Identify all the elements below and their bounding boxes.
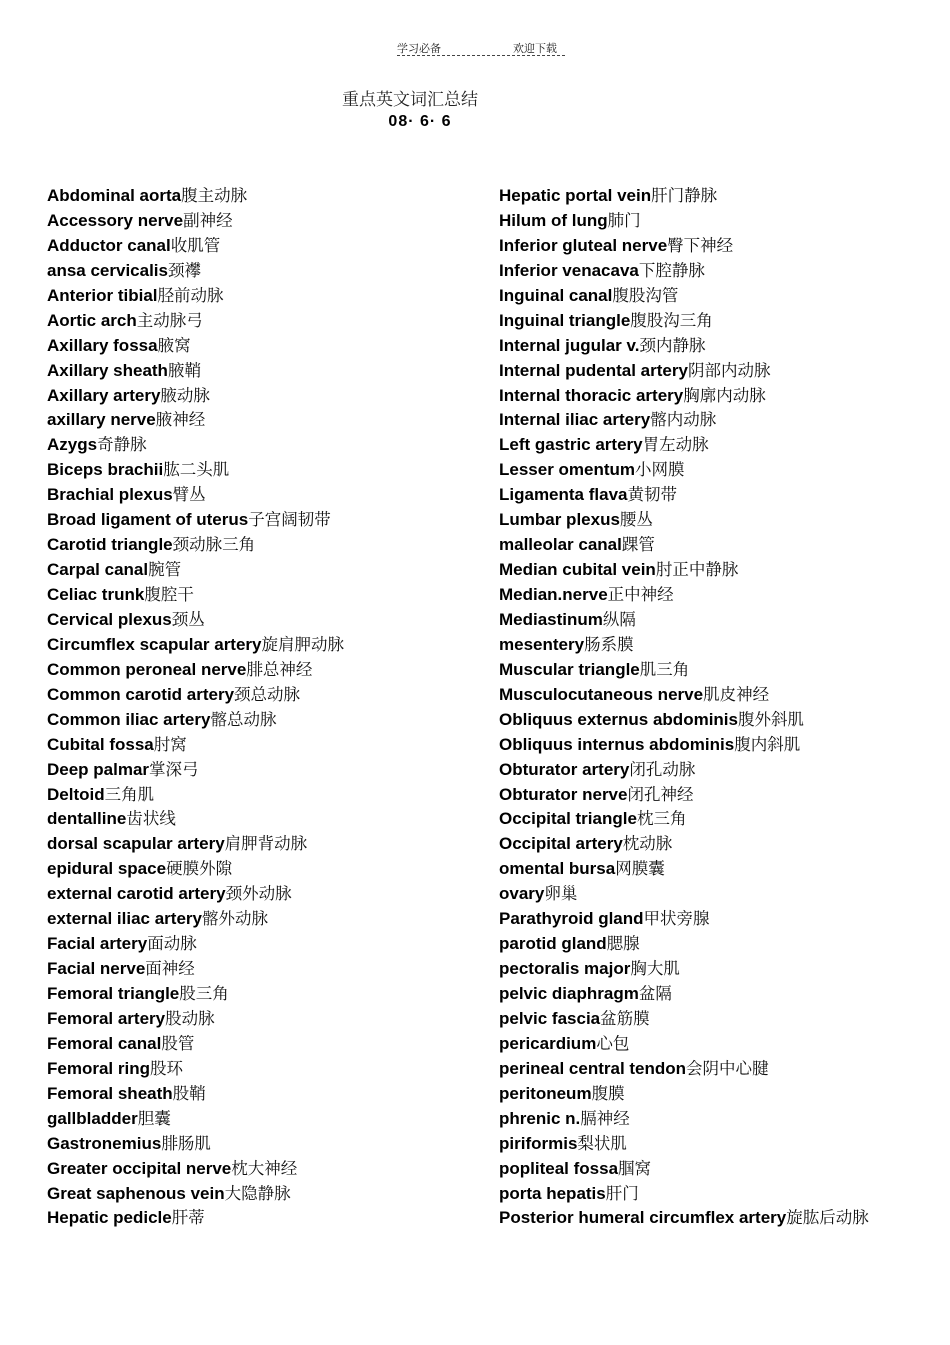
vocab-entry	[499, 1032, 949, 1057]
vocab-entry	[499, 1206, 949, 1231]
vocab-entry	[47, 807, 487, 832]
vocab-entry	[47, 957, 487, 982]
chinese-term: 颈丛	[171, 609, 205, 629]
vocab-entry	[499, 633, 949, 658]
vocab-entry	[499, 583, 949, 608]
vocab-entry	[47, 483, 487, 508]
chinese-term: 颈襻	[167, 260, 201, 280]
chinese-term: 奇静脉	[97, 435, 147, 455]
chinese-term: 肝门	[605, 1183, 639, 1203]
chinese-term: 肠系膜	[584, 634, 634, 654]
english-term: dentalline	[47, 809, 127, 829]
chinese-term: 腋动脉	[160, 385, 210, 405]
vocab-entry	[499, 1007, 949, 1032]
chinese-term: 臀下神经	[667, 235, 734, 255]
chinese-term: 腋鞘	[167, 360, 201, 380]
chinese-term: 盆筋膜	[600, 1008, 650, 1028]
vocab-entry	[47, 1206, 487, 1231]
vocab-entry	[499, 1157, 949, 1182]
vocab-entry	[47, 857, 487, 882]
english-term: Left gastric artery	[499, 435, 643, 455]
vocab-entry	[499, 882, 949, 907]
vocab-entry	[47, 309, 487, 334]
vocab-entry	[47, 558, 487, 583]
vocab-entry	[499, 733, 949, 758]
chinese-term: 股管	[161, 1033, 195, 1053]
chinese-term: 腹外斜肌	[737, 709, 804, 729]
vocab-entry	[47, 1057, 487, 1082]
vocab-entry	[499, 832, 949, 857]
english-term: Adductor canal	[47, 235, 171, 255]
vocab-entry	[499, 259, 949, 284]
english-term: Greater occipital nerve	[47, 1158, 232, 1178]
english-term: Ligamenta flava	[499, 485, 628, 505]
chinese-term: 股动脉	[165, 1008, 215, 1028]
vocab-entry	[47, 583, 487, 608]
english-term: Median.nerve	[499, 585, 608, 604]
english-term: Facial nerve	[47, 959, 146, 979]
chinese-term: 收肌管	[170, 235, 221, 255]
english-term: Muscular triangle	[499, 659, 640, 679]
english-term: Deep palmar	[47, 759, 150, 779]
english-term: Brachial plexus	[47, 485, 173, 505]
page-header	[397, 40, 567, 58]
english-term: Obliquus internus abdominis	[499, 734, 735, 754]
chinese-term: 臂丛	[172, 485, 206, 505]
english-term: Broad ligament of uterus	[47, 510, 249, 530]
chinese-term: 膈神经	[580, 1108, 630, 1128]
header-left-text: 学习必备	[397, 42, 441, 55]
header-divider	[397, 55, 565, 56]
chinese-term: 枕大神经	[231, 1158, 298, 1178]
vocab-entry	[499, 907, 949, 932]
chinese-term: 网膜囊	[615, 859, 665, 879]
english-term: Axillary artery	[47, 385, 161, 405]
vocab-entry	[47, 708, 487, 733]
vocab-entry	[47, 1007, 487, 1032]
english-term: Musculocutaneous nerve	[499, 684, 704, 704]
english-term: Common iliac artery	[47, 709, 211, 729]
chinese-term: 闭孔动脉	[629, 759, 696, 779]
chinese-term: 纵隔	[602, 609, 636, 629]
vocab-entry	[47, 508, 487, 533]
english-term: ovary	[499, 884, 545, 904]
english-term: gallbladder	[47, 1108, 138, 1128]
english-term: Internal thoracic artery	[499, 385, 684, 405]
english-term: Lesser omentum	[499, 460, 636, 480]
vocab-entry	[47, 234, 487, 259]
english-term: peritoneum	[499, 1083, 592, 1103]
english-term: Mediastinum	[499, 609, 603, 629]
vocab-entry	[499, 683, 949, 708]
vocab-entry	[47, 284, 487, 309]
chinese-term: 副神经	[183, 210, 233, 230]
vocab-entry	[47, 334, 487, 359]
chinese-term: 小网膜	[635, 460, 685, 480]
english-term: Cubital fossa	[47, 734, 154, 754]
vocab-entry	[47, 1032, 487, 1057]
chinese-term: 胸廓内动脉	[683, 385, 766, 405]
english-term: Facial artery	[47, 934, 148, 954]
chinese-term: 梨状肌	[577, 1133, 627, 1153]
vocab-entry	[499, 334, 949, 359]
english-term: dorsal scapular artery	[47, 834, 225, 854]
chinese-term: 肺门	[607, 210, 641, 230]
vocab-entry	[499, 309, 949, 334]
vocab-entry	[47, 783, 487, 808]
chinese-term: 旋肱后动脉	[786, 1208, 869, 1228]
english-term: Internal jugular v.	[499, 335, 640, 355]
vocab-entry	[499, 433, 949, 458]
english-term: Femoral ring	[47, 1058, 150, 1078]
vocab-entry	[47, 1182, 487, 1207]
chinese-term: 子宫阔韧带	[248, 510, 331, 530]
vocab-entry	[499, 508, 949, 533]
english-term: Deltoid	[47, 784, 105, 804]
chinese-term: 面动脉	[147, 934, 197, 954]
vocab-entry	[499, 408, 949, 433]
vocab-entry	[499, 708, 949, 733]
chinese-term: 颈动脉三角	[172, 535, 256, 555]
english-term: malleolar canal	[499, 535, 622, 555]
vocab-entry	[499, 608, 949, 633]
english-term: Celiac trunk	[47, 585, 145, 604]
chinese-term: 腹腔干	[144, 585, 194, 604]
vocab-entry	[47, 608, 487, 633]
chinese-term: 胸大肌	[630, 959, 680, 979]
vocab-entry	[47, 1157, 487, 1182]
vocab-entry	[499, 982, 949, 1007]
vocab-entry	[499, 1082, 949, 1107]
english-term: Femoral canal	[47, 1033, 162, 1053]
vocab-entry	[47, 458, 487, 483]
english-term: parotid gland	[499, 934, 607, 954]
english-term: Common carotid artery	[47, 684, 235, 704]
english-term: Posterior humeral circumflex artery	[499, 1208, 787, 1228]
chinese-term: 肌三角	[639, 659, 690, 679]
vocab-entry	[499, 1107, 949, 1132]
vocab-entry	[47, 433, 487, 458]
english-term: Lumbar plexus	[499, 510, 620, 530]
vocab-column-right	[499, 184, 949, 1231]
chinese-term: 踝管	[621, 535, 655, 555]
vocab-entry	[499, 932, 949, 957]
chinese-term: 颈总动脉	[234, 684, 301, 704]
english-term: Abdominal aorta	[47, 186, 182, 205]
vocab-entry	[47, 408, 487, 433]
chinese-term: 髂总动脉	[210, 709, 277, 729]
english-term: Obturator nerve	[499, 784, 628, 804]
vocab-entry	[499, 234, 949, 259]
chinese-term: 掌深弓	[149, 759, 199, 779]
english-term: Femoral artery	[47, 1008, 166, 1028]
chinese-term: 旋肩胛动脉	[261, 634, 344, 654]
english-term: pelvic diaphragm	[499, 984, 639, 1003]
english-term: Internal iliac artery	[499, 410, 651, 430]
vocab-entry	[47, 882, 487, 907]
chinese-term: 面神经	[145, 959, 195, 979]
chinese-term: 肱二头肌	[163, 460, 230, 480]
english-term: omental bursa	[499, 859, 616, 879]
vocab-entry	[499, 1132, 949, 1157]
chinese-term: 肌皮神经	[703, 684, 770, 704]
chinese-term: 腘窝	[618, 1158, 652, 1178]
chinese-term: 胆囊	[137, 1108, 171, 1128]
english-term: Parathyroid gland	[499, 909, 644, 929]
chinese-term: 主动脉弓	[136, 310, 203, 330]
chinese-term: 闭孔神经	[627, 784, 694, 804]
chinese-term: 正中神经	[607, 585, 674, 604]
chinese-term: 大隐静脉	[224, 1183, 291, 1203]
chinese-term: 腹股沟管	[612, 285, 679, 305]
english-term: pelvic fascia	[499, 1008, 601, 1028]
vocab-entry	[47, 683, 487, 708]
english-term: pericardium	[499, 1033, 597, 1053]
english-term: Circumflex scapular artery	[47, 634, 262, 654]
english-term: Obliquus externus abdominis	[499, 709, 738, 729]
vocab-entry	[499, 533, 949, 558]
english-term: Median cubital vein	[499, 560, 656, 580]
chinese-term: 腓肠肌	[161, 1133, 211, 1153]
vocab-entry	[499, 807, 949, 832]
chinese-term: 阴部内动脉	[687, 360, 771, 380]
vocab-entry	[499, 458, 949, 483]
english-term: Femoral triangle	[47, 984, 180, 1003]
vocab-entry	[499, 384, 949, 409]
chinese-term: 下腔静脉	[638, 260, 705, 280]
chinese-term: 肩胛背动脉	[224, 834, 308, 854]
chinese-term: 盆隔	[638, 984, 672, 1003]
english-term: porta hepatis	[499, 1183, 606, 1203]
chinese-term: 黄韧带	[627, 485, 677, 505]
vocab-entry	[47, 758, 487, 783]
vocab-entry	[499, 658, 949, 683]
chinese-term: 会阴中心腱	[686, 1058, 769, 1078]
chinese-term: 腰丛	[619, 510, 653, 530]
vocab-entry	[499, 1182, 949, 1207]
english-term: Aortic arch	[47, 310, 137, 330]
vocab-entry	[47, 733, 487, 758]
english-term: Inferior venacava	[499, 260, 639, 280]
chinese-term: 股三角	[179, 984, 229, 1003]
english-term: Carpal canal	[47, 560, 149, 580]
chinese-term: 腹主动脉	[181, 186, 248, 205]
english-term: Common peroneal nerve	[47, 659, 247, 679]
english-term: axillary nerve	[47, 410, 156, 430]
vocab-entry	[47, 184, 487, 209]
english-term: Hepatic portal vein	[499, 186, 652, 205]
english-term: mesentery	[499, 634, 585, 654]
english-term: piriformis	[499, 1133, 578, 1153]
chinese-term: 三角肌	[104, 784, 155, 804]
vocab-entry	[47, 359, 487, 384]
chinese-term: 齿状线	[126, 809, 176, 829]
vocab-entry	[47, 907, 487, 932]
vocab-entry	[47, 982, 487, 1007]
vocab-entry	[499, 957, 949, 982]
english-term: Gastronemius	[47, 1133, 162, 1153]
chinese-term: 腮腺	[606, 934, 640, 954]
vocab-entry	[499, 209, 949, 234]
vocab-entry	[47, 1082, 487, 1107]
vocab-entry	[499, 483, 949, 508]
vocab-entry	[47, 932, 487, 957]
vocab-entry	[47, 658, 487, 683]
chinese-term: 腹股沟三角	[630, 310, 713, 330]
english-term: ansa cervicalis	[47, 260, 168, 280]
chinese-term: 胃左动脉	[642, 435, 709, 455]
vocab-entry	[499, 284, 949, 309]
english-term: perineal central tendon	[499, 1058, 687, 1078]
english-term: Anterior tibial	[47, 285, 158, 305]
english-term: Biceps brachii	[47, 460, 164, 480]
chinese-term: 股鞘	[172, 1083, 206, 1103]
chinese-term: 肘窝	[153, 734, 187, 754]
chinese-term: 腋神经	[155, 410, 206, 430]
vocab-entry	[499, 359, 949, 384]
vocab-entry	[499, 857, 949, 882]
chinese-term: 颈外动脉	[225, 884, 292, 904]
english-term: Inguinal canal	[499, 285, 613, 305]
document-date: 08· 6· 6	[388, 113, 452, 130]
chinese-term: 甲状旁腺	[643, 909, 710, 929]
vocab-entry	[499, 758, 949, 783]
chinese-term: 股环	[149, 1058, 183, 1078]
english-term: Accessory nerve	[47, 210, 184, 230]
english-term: Axillary fossa	[47, 335, 158, 355]
chinese-term: 腕管	[148, 560, 182, 580]
vocab-entry	[47, 1107, 487, 1132]
document-title: 重点英文词汇总结	[342, 90, 478, 110]
english-term: Axillary sheath	[47, 360, 168, 380]
english-term: Hilum of lung	[499, 210, 608, 230]
english-term: phrenic n.	[499, 1108, 581, 1128]
english-term: Occipital triangle	[499, 809, 637, 829]
english-term: Occipital artery	[499, 834, 623, 854]
english-term: Internal pudental artery	[499, 360, 688, 380]
chinese-term: 枕动脉	[622, 834, 673, 854]
english-term: Azygs	[47, 435, 98, 455]
chinese-term: 枕三角	[636, 809, 687, 829]
chinese-term: 腹膜	[591, 1083, 625, 1103]
english-term: Carotid triangle	[47, 535, 173, 555]
vocab-entry	[47, 209, 487, 234]
english-term: pectoralis major	[499, 959, 631, 979]
vocab-entry	[499, 184, 949, 209]
chinese-term: 硬膜外隙	[166, 859, 233, 879]
vocab-entry	[47, 1132, 487, 1157]
vocab-entry	[47, 633, 487, 658]
english-term: Hepatic pedicle	[47, 1208, 172, 1228]
chinese-term: 腓总神经	[246, 659, 313, 679]
chinese-term: 心包	[596, 1033, 630, 1053]
vocab-entry	[47, 259, 487, 284]
chinese-term: 髂外动脉	[201, 909, 268, 929]
chinese-term: 髂内动脉	[650, 410, 717, 430]
english-term: Obturator artery	[499, 759, 630, 779]
chinese-term: 肝门静脉	[651, 186, 718, 205]
vocab-entry	[47, 832, 487, 857]
chinese-term: 腋窝	[157, 335, 191, 355]
vocab-entry	[47, 384, 487, 409]
chinese-term: 腹内斜肌	[734, 734, 801, 754]
vocab-entry	[499, 558, 949, 583]
vocab-entry	[47, 533, 487, 558]
chinese-term: 肘正中静脉	[655, 560, 739, 580]
english-term: external carotid artery	[47, 884, 226, 904]
vocab-entry	[499, 1057, 949, 1082]
english-term: popliteal fossa	[499, 1158, 619, 1178]
english-term: epidural space	[47, 859, 167, 879]
english-term: Inferior gluteal nerve	[499, 235, 668, 255]
chinese-term: 卵巢	[544, 884, 578, 904]
english-term: Great saphenous vein	[47, 1183, 225, 1203]
english-term: Inguinal triangle	[499, 310, 631, 330]
vocab-column-left	[47, 184, 487, 1231]
header-right-text: 欢迎下载	[513, 42, 557, 55]
vocab-entry	[499, 783, 949, 808]
chinese-term: 胫前动脉	[157, 285, 224, 305]
english-term: external iliac artery	[47, 909, 202, 929]
chinese-term: 肝蒂	[171, 1208, 205, 1228]
chinese-term: 颈内静脉	[639, 335, 706, 355]
english-term: Femoral sheath	[47, 1083, 173, 1103]
english-term: Cervical plexus	[47, 609, 172, 629]
